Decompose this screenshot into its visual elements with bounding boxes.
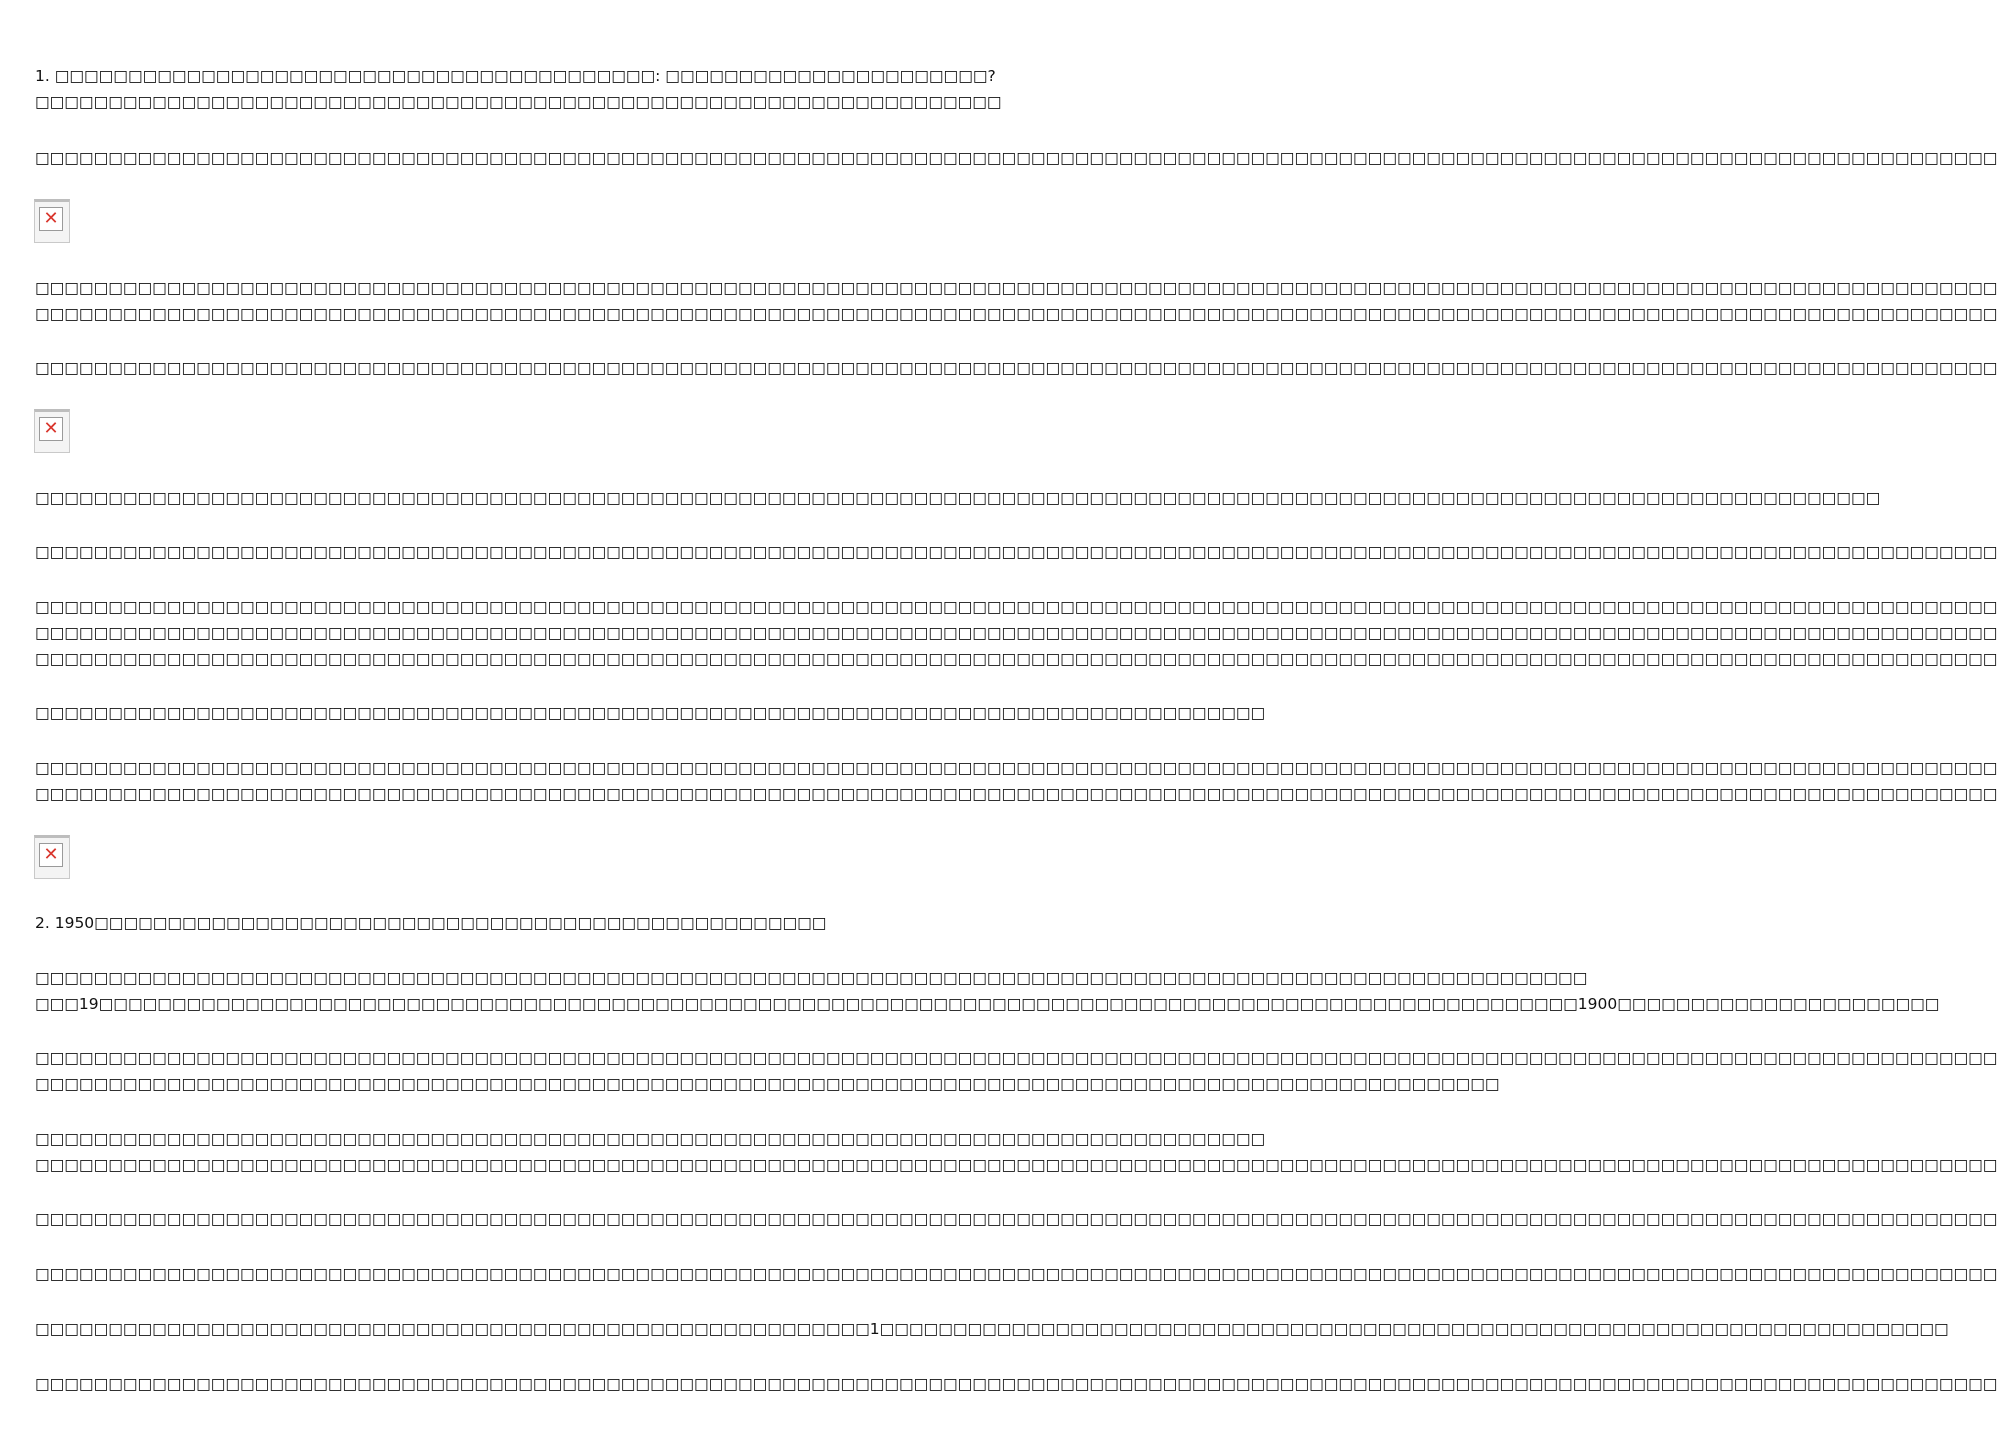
paragraph-line: □□□□□□□□□□□□□□□□□□□□□□□□□□□□□□□□□□□□□□□□□□□□□□□□□□□□□□□□□□□□□□□□□□ xyxy=(35,93,1002,111)
paragraph-line: □□□□□□□□□□□□□□□□□□□□□□□□□□□□□□□□□□□□□□□□□□□□□□□□□□□□□□□□□□□□□□□□□□□□□□□□□□□□□□□□□□□□□□□□□□□□□□□□□□□□□□□□□□□□□□□□□□□□□□□□□□□□□□□□□□□□□□ xyxy=(35,359,1997,377)
paragraph-line: □□□□□□□□□□□□□□□□□□□□□□□□□□□□□□□□□□□□□□□□□□□□□□□□□□□□□□□□□□□□□□□□□□□□□□□□□□□□□□□□□□□□□□□□□□□□□□□□□□□□□□□□□□□□□□□□□□□□□□□□□□□□□□□□□□□□□□ xyxy=(35,1265,1997,1283)
broken-image-icon: ✕ xyxy=(34,199,70,243)
paragraph-line: □□□□□□□□□□□□□□□□□□□□□□□□□□□□□□□□□□□□□□□□□□□□□□□□□□□□□□□□□□□□□□□□□□□□□□□□□□□□□□□□□□□□□□□□□□□□□□□□□□□□□□□□□□□□□□□□□□□□□□□□□□□□□□□□□□□□□□ xyxy=(35,1210,1997,1228)
paragraph-line: □□□□□□□□□□□□□□□□□□□□□□□□□□□□□□□□□□□□□□□□□□□□□□□□□□□□□□□□□□□□□□□□□□□□□□□□□□□□□□□□□□□□□□□□□□□□□□□□□□□□□□□□□□ xyxy=(35,969,1588,987)
paragraph-line: □□□□□□□□□□□□□□□□□□□□□□□□□□□□□□□□□□□□□□□□□□□□□□□□□□□□□□□□□□□□□□□□□□□□□□□□□□□□□□□□□□□□□□□□□□□□□□□□□□□□□□□□□□□□□□□□□□□□□□□□□□□□□□□□□□□□□□ xyxy=(35,279,1997,297)
paragraph-line: □□□□□□□□□□□□□□□□□□□□□□□□□□□□□□□□□□□□□□□□□□□□□□□□□□□□□□□□□□□□□□□□□□□□□□□□□□□□□□□□□□□□□□□□□□□□□□□□□□□□□□□□□□□□□□□□□□□□□□□□□□□□□□□□□□□□□□ xyxy=(35,624,1997,642)
paragraph-line: □□□□□□□□□□□□□□□□□□□□□□□□□□□□□□□□□□□□□□□□□□□□□□□□□□□□□□□□□□□□□□□□□□□□□□□□□□□□□□□□□□□□□□□□□□□□□□□□□□□□□□□□□□□□□□□□□□□□□□□□□□□□□□□□□□□□□□ xyxy=(35,598,1997,616)
paragraph-line: □□□□□□□□□□□□□□□□□□□□□□□□□□□□□□□□□□□□□□□□□□□□□□□□□□□□□□□□□□□□□□□□□□□□□□□□□□□□□□□□□□□□□□□□□□□□□□□□□□□□□□□□□□□□□□□□□□□□□□□□□□□□□□□□□□□□□□ xyxy=(35,149,1997,167)
paragraph-line: □□□□□□□□□□□□□□□□□□□□□□□□□□□□□□□□□□□□□□□□□□□□□□□□□□□□□□□□□□□□□□□□□□□□□□□□□□□□□□□□□□□□□□□□□□□□□□□□□□□□□□□□□□□□□□□□□□□□□□□□□□□□□□□□□□□□□□ xyxy=(35,305,1997,323)
paragraph-line: □□□□□□□□□□□□□□□□□□□□□□□□□□□□□□□□□□□□□□□□□□□□□□□□□□□□□□□□□□□□□□□□□□□□□□□□□□□□□□□□□□□□□□□□□□□□□□□□□□□□□□□□□□□□□□□□□□□□□□□□□□□□□□□□□□□□□□ xyxy=(35,759,1997,777)
paragraph-line: □□□□□□□□□□□□□□□□□□□□□□□□□□□□□□□□□□□□□□□□□□□□□□□□□□□□□□□□□□□□□□□□□□□□□□□□□□□□□□□□□□□□□□□□□□□□□□□□□□□□□□□□□□□□□□□□□□□□□□□□□□□□□□□□□□□□□□ xyxy=(35,785,1997,803)
broken-image-icon: ✕ xyxy=(34,835,70,879)
paragraph-line: □□□19□□□□□□□□□□□□□□□□□□□□□□□□□□□□□□□□□□□□□□□□□□□□□□□□□□□□□□□□□□□□□□□□□□□□□□□□□□□□□□□□□□□□□□□□□□□□□□□□□□□□□1900□□□□□□□□□□□□□□□□□□□□□□ xyxy=(35,995,1940,1013)
paragraph-line: □□□□□□□□□□□□□□□□□□□□□□□□□□□□□□□□□□□□□□□□□□□□□□□□□□□□□□□□□□□□□□□□□□□□□□□□□□□□□□□□□□□□□□□□□□□□□□□□□□□□□□□□□□□□□□□□□□□□□□□□□□□□□□ xyxy=(35,489,1881,507)
paragraph-line: □□□□□□□□□□□□□□□□□□□□□□□□□□□□□□□□□□□□□□□□□□□□□□□□□□□□□□□□□□□□□□□□□□□□□□□□□□□□□□□□□□□□□□□□□□□□□□□□□□□□□□□□□□□□□□□□□□□□□□□□□□□□□□□□□□□□□□ xyxy=(35,543,1997,561)
paragraph-line: □□□□□□□□□□□□□□□□□□□□□□□□□□□□□□□□□□□□□□□□□□□□□□□□□□□□□□□□□□□□□□□□□□□□□□□□□□□□□□□□□□□□□□□□□□□□□□□□□□□□□□□□□□□□□□□□□□□□□□□□□□□□□□□□□□□□□□ xyxy=(35,1156,1997,1174)
paragraph-line: □□□□□□□□□□□□□□□□□□□□□□□□□□□□□□□□□□□□□□□□□□□□□□□□□□□□□□□□□□□□□□□□□□□□□□□□□□□□□□□□□□□□□□□□□□□□□□□□□□□□□□□□□□□□□□□□□□□□□□□□□□□□□□□□□□□□□□ xyxy=(35,1375,1997,1393)
broken-image-icon: ✕ xyxy=(34,409,70,453)
paragraph-line: □□□□□□□□□□□□□□□□□□□□□□□□□□□□□□□□□□□□□□□□□□□□□□□□□□□□□□□□□□□□□□□□□□□□□□□□□□□□□□□□□□□□□□□□□□□□□□□□□□□□□□□□□□□□□□□□□□□□□□□□□□□□□□□□□□□□□□ xyxy=(35,650,1997,668)
paragraph-line: □□□□□□□□□□□□□□□□□□□□□□□□□□□□□□□□□□□□□□□□□□□□□□□□□□□□□□□□□1□□□□□□□□□□□□□□□□□□□□□□□□□□□□□□□□□□□□□□□□□□□□□□□□□□□□□□□□□□□□□□□□□□□□□□□□□ xyxy=(35,1320,1949,1338)
question-1-heading: 1. □□□□□□□□□□□□□□□□□□□□□□□□□□□□□□□□□□□□□□□□□: □□□□□□□□□□□□□□□□□□□□□□? xyxy=(35,67,996,85)
paragraph-line: □□□□□□□□□□□□□□□□□□□□□□□□□□□□□□□□□□□□□□□□□□□□□□□□□□□□□□□□□□□□□□□□□□□□□□□□□□□□□□□□□□□□ xyxy=(35,1130,1266,1148)
question-2-heading: 2. 1950□□□□□□□□□□□□□□□□□□□□□□□□□□□□□□□□□□□□□□□□□□□□□□□□□□ xyxy=(35,914,827,932)
paragraph-line: □□□□□□□□□□□□□□□□□□□□□□□□□□□□□□□□□□□□□□□□□□□□□□□□□□□□□□□□□□□□□□□□□□□□□□□□□□□□□□□□□□□□□□□□□□□□□□□□□□□□ xyxy=(35,1075,1500,1093)
paragraph-line: □□□□□□□□□□□□□□□□□□□□□□□□□□□□□□□□□□□□□□□□□□□□□□□□□□□□□□□□□□□□□□□□□□□□□□□□□□□□□□□□□□□□□□□□□□□□□□□□□□□□□□□□□□□□□□□□□□□□□□□□□□□□□□□□□□□□□□ xyxy=(35,1049,1997,1067)
paragraph-line: □□□□□□□□□□□□□□□□□□□□□□□□□□□□□□□□□□□□□□□□□□□□□□□□□□□□□□□□□□□□□□□□□□□□□□□□□□□□□□□□□□□□ xyxy=(35,704,1266,722)
